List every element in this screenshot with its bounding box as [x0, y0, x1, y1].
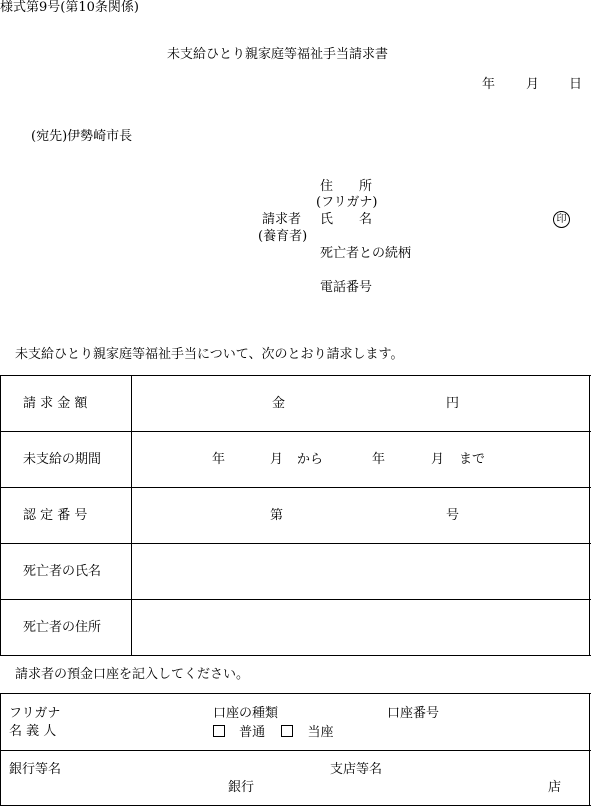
applicant-furigana-label: (フリガナ) — [316, 195, 378, 210]
amount-prefix: 金 — [272, 396, 286, 411]
cert-prefix: 第 — [270, 508, 284, 523]
period-from-month: 月 — [270, 452, 284, 467]
seal-mark: 印 — [553, 211, 570, 228]
branch-suffix: 店 — [548, 780, 562, 795]
applicant-relation-label: 死亡者との続柄 — [320, 246, 412, 261]
account-number-label: 口座番号 — [387, 706, 440, 721]
date-year-label: 年 — [482, 77, 496, 92]
bank-intro: 請求者の預金口座を記入してください。 — [15, 667, 250, 682]
period-from-year: 年 — [212, 452, 226, 467]
ordinary-checkbox[interactable] — [213, 725, 225, 737]
date-month-label: 月 — [526, 77, 540, 92]
applicant-phone-label: 電話番号 — [320, 280, 373, 295]
period-label: 未支給の期間 — [23, 452, 102, 467]
deceased-address-label: 死亡者の住所 — [23, 620, 102, 635]
bank-furigana-label: フリガナ — [9, 706, 61, 721]
period-from: から — [297, 452, 324, 467]
applicant-role-label: 請求者 — [262, 212, 302, 227]
amount-label: 請 求 金 額 — [23, 396, 88, 411]
applicant-role-sub-label: (養育者) — [258, 229, 308, 244]
period-to-year: 年 — [372, 452, 386, 467]
account-type-label: 口座の種類 — [213, 706, 279, 721]
intro-text: 未支給ひとり親家庭等福祉手当について、次のとおり請求します。 — [15, 347, 404, 362]
addressee: (宛先)伊勢崎市長 — [31, 129, 133, 144]
deceased-name-label: 死亡者の氏名 — [23, 564, 102, 579]
holder-label: 名 義 人 — [9, 724, 57, 739]
account-type-options — [213, 725, 333, 739]
applicant-address-label: 住 所 — [320, 179, 373, 194]
cert-suffix: 号 — [446, 508, 460, 523]
applicant-name-label: 氏 名 — [320, 212, 373, 227]
current-label: 当座 — [307, 725, 334, 740]
bank-name-label: 銀行等名 — [9, 762, 62, 777]
cert-label: 認 定 番 号 — [23, 508, 88, 523]
form-number: 様式第9号(第10条関係) — [0, 0, 139, 15]
period-to-month: 月 — [431, 452, 445, 467]
current-checkbox[interactable] — [281, 725, 293, 737]
ordinary-label: 普通 — [239, 725, 266, 740]
bank-suffix: 銀行 — [228, 780, 255, 795]
date-day-label: 日 — [569, 77, 583, 92]
page-title: 未支給ひとり親家庭等福祉手当請求書 — [167, 47, 389, 62]
amount-suffix: 円 — [446, 396, 460, 411]
branch-label: 支店等名 — [330, 762, 383, 777]
period-to: まで — [459, 452, 486, 467]
